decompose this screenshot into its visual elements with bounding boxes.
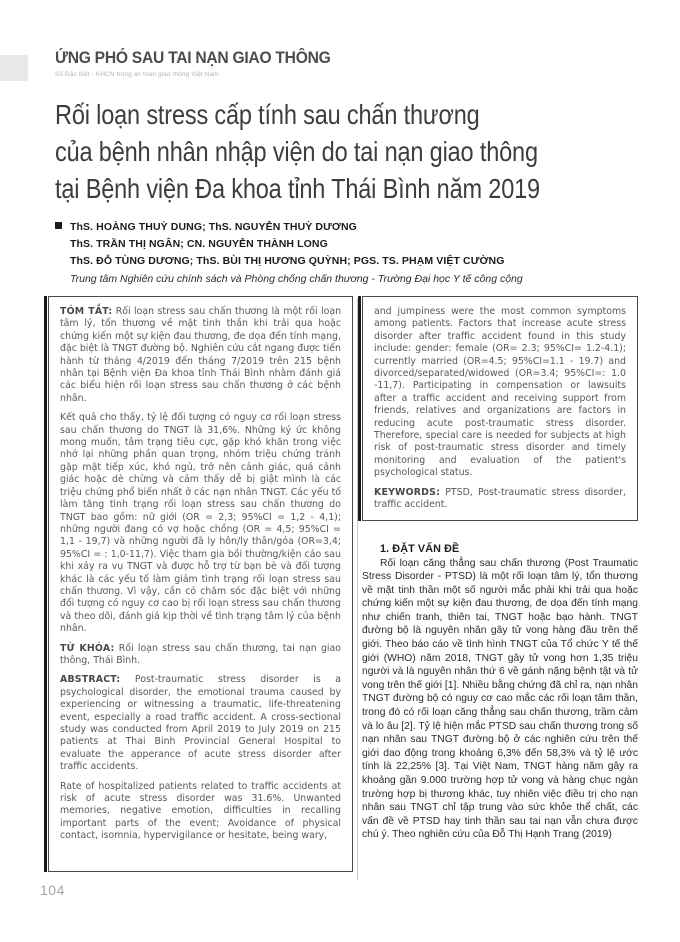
right-column [362,296,638,842]
square-bullet-icon [55,222,62,229]
abstract-en-paragraph-3: and jumpiness were the most common symptoms among patients. Factors that increase acute stress disorder after traffic accident found in this study include: gender: female (OR= 2.3; 95%CI= 1.2-4.1); currently married (OR=4.5; 95%CI=1.1 - 19.7) and divorced/separated/widowed (OR=3.4; 95%CI=: 1.0 -11,7). Participating in compensation or lawsuits after a traffic accident and receiving support from friends, relatives and organizations are factors in reducing acute post-traumatic stress disorder. Therefore, special care is needed for subjects at high risk of post-traumatic stress disorder and timely monitoring and evaluation of the patient's psychological status. [374,306,626,479]
section-1 [362,543,638,842]
article-title-line-3: tại Bệnh viện Đa khoa tỉnh Thái Bình năm 2019 [55,173,540,204]
abstract-en-paragraph-2: Rate of hospitalized patients related to traffic accidents at risk of acute stress disorder was 31.6%. Unwanted memories, negative emotion, difficulties in recalling important parts of the event; Avoidance of physical contact, isomnia, hypervigilance or hesitate, being wary, [60,780,341,842]
abstract-en-paragraph-1 [60,674,341,773]
abstract-en-p1-text: Post-traumatic stress disorder is a psychological disorder, the emotional trauma caused by experiencing or witnessing a traumatic, life-threatening event, especially a road traffic accident. A cross-sectional study was conducted from April 2019 to July 2019 on 215 patients at Thai Binh Provincial General Hospital to evaluate the apperance of acute stress disorder after traffic accidents. [60,674,341,773]
author-line-1-text: ThS. HOÀNG THUỲ DUNG; ThS. NGUYỄN THUỲ DƯƠNG [70,221,357,233]
left-column [48,296,353,872]
journal-header [55,48,615,78]
keywords-vi-label: TỪ KHÓA: [60,642,115,654]
abstract-vi-paragraph-2: Kết quả cho thấy, tỷ lệ đối tượng có nguy cơ rối loạn stress sau chấn thương do TNGT là 31,6%. Những ký ức không mong muốn, tâm trạng tiêu cực, gặp khó khăn trong việc nhớ lại những phần quan trọng, nhóm triệu chứng tránh gặp mặt tiếp xúc, khó ngủ, trở nên cảnh giác, quá cảnh giác hoặc dè chừng và cảm thấy dễ bị giật mình là các triệu chứng phổ biến nhất ở các nạn nhân TNGT. Các yếu tố làm tăng tình trạng rối loạn stress sau chấn thương do TNGT bao gồm: nữ giới (OR = 2,3; 95%CI = 1,2 - 4,1); những người đang có vợ hoặc chồng (OR = 4,5; 95%CI = 1,1 - 19,7) và những người đã ly hôn/ly thân/góa (OR=3,4; 95%CI = : 1,0-11,7). Việc tham gia bồi thường/kiện cáo sau khi xảy ra vụ TNGT và được hỗ trợ từ bạn bè và đối tượng khác là các yếu tố làm giảm tình trạng rối loạn stress sau chấn thương. Vì vậy, cần có chăm sóc đặc biệt với những đối tượng có nguy cơ cao bị rối loạn stress sau chấn thương và theo dõi, đánh giá kịp thời về tình trạng tâm lý của bệnh nhân. [60,412,341,635]
keywords-vi-text: Rối loạn stress sau chấn thương, tai nạn giao thông, Thái Bình. [60,642,341,666]
author-line-3: ThS. ĐỖ TÙNG DƯƠNG; ThS. BÙI THỊ HƯƠNG QUỲNH; PGS. TS. PHẠM VIỆT CƯỜNG [70,255,505,267]
abstract-vi-paragraph-1 [60,306,341,405]
journal-title: ỨNG PHÓ SAU TAI NẠN GIAO THÔNG [55,48,331,67]
keywords-vi [60,643,341,668]
section-1-body: Rối loạn căng thẳng sau chấn thương (Post Traumatic Stress Disorder - PTSD) là một rối loạn tâm lý, tổn thương về mặt tinh thần một số người mắc phải khi trải qua hoặc chứng kiến một sự kiện đau thương, đe dọa đến tính mạng như chiến tranh, thiên tai, TNGT hoặc bạo hành. TNGT đường bộ là nguyên nhân gây tử vong hàng đầu trên thế giới. Theo báo cáo về tình hình TNGT của Tổ chức Y tế thế giới (WHO) năm 2018, TNGT gây tử vong hơn 1,35 triệu người và là nguyên nhân thứ 6 về gánh nặng bệnh tật và tử vong trên thế giới [1]. Nhiều bằng chứng đã chỉ ra, nạn nhân TNGT đường bộ có nguy cơ cao mắc các rối loạn tâm thần, trong đó có rối loạn căng thẳng sau chấn thương, trầm cảm và lo âu [2]. Tỷ lệ hiện mắc PTSD sau chấn thương trong số nạn nhân sau TNGT đường bộ ở các nghiên cứu trên thế giới dao động trong khoảng 6,3% đến 58,3% và tỷ lệ ước tính là 22,25% [3]. Tại Việt Nam, TNGT hàng năm gây ra khoảng gần 9.000 trường hợp tử vong và hàng chục ngàn trường hợp bị thương khác, tuy nhiên việc điều trị cho nạn nhân sau TNGT chỉ tập trung vào sức khỏe thể chất, các vấn đề về PTSD hay tinh thần sau tai nạn vẫn chưa được chú ý. Theo nghiên cứu của Đỗ Thị Hạnh Trang (2019) [362,557,638,841]
abstract-vi-p1-text: Rối loạn stress sau chấn thương là một rối loạn tâm lý, tổn thương về mặt tinh thần khi trải qua hoặc chứng kiến một sự kiện đau thương, đe dọa đến tính mạng, đặc biệt là TNGT đường bộ. Nghiên cứu cắt ngang được tiến hành từ tháng 4/2019 đến tháng 7/2019 trên 215 bệnh nhân tại Bệnh viện Đa khoa tỉnh Thái Bình nhằm đánh giá các biểu hiện rối loạn stress sau chấn thương ở các bệnh nhân. [60,306,342,404]
section-1-heading: 1. ĐẶT VẤN ĐỀ [380,542,460,555]
keywords-en-text: PTSD, Post-traumatic stress disorder, traffic accident. [374,486,626,511]
abstract-en-label: ABSTRACT: [60,674,121,686]
authors-block [55,219,655,288]
keywords-en [374,487,626,512]
authors-affiliation: Trung tâm Nghiên cứu chính sách và Phòng chống chấn thương - Trường Đại học Y tế công cộng [70,273,523,285]
author-line-2: ThS. TRẦN THỊ NGÂN; CN. NGUYỄN THÀNH LONG [70,238,328,250]
abstract-box-right [362,296,638,521]
header-edge-tab [0,55,28,81]
abstract-box-left [48,296,353,872]
article-title-line-1: Rối loạn stress cấp tính sau chấn thương [55,99,480,130]
journal-subtitle: Số Đặc biệt - KHCN trong an toàn giao thông Việt Nam [55,71,219,78]
author-line-1 [55,219,655,236]
article-title [55,96,593,207]
keywords-en-label: KEYWORDS: [374,486,441,498]
abstract-vi-label: TÓM TẮT: [60,306,113,317]
page-number: 104 [40,882,65,898]
article-title-line-2: của bệnh nhân nhập viện do tai nạn giao thông [55,136,538,167]
